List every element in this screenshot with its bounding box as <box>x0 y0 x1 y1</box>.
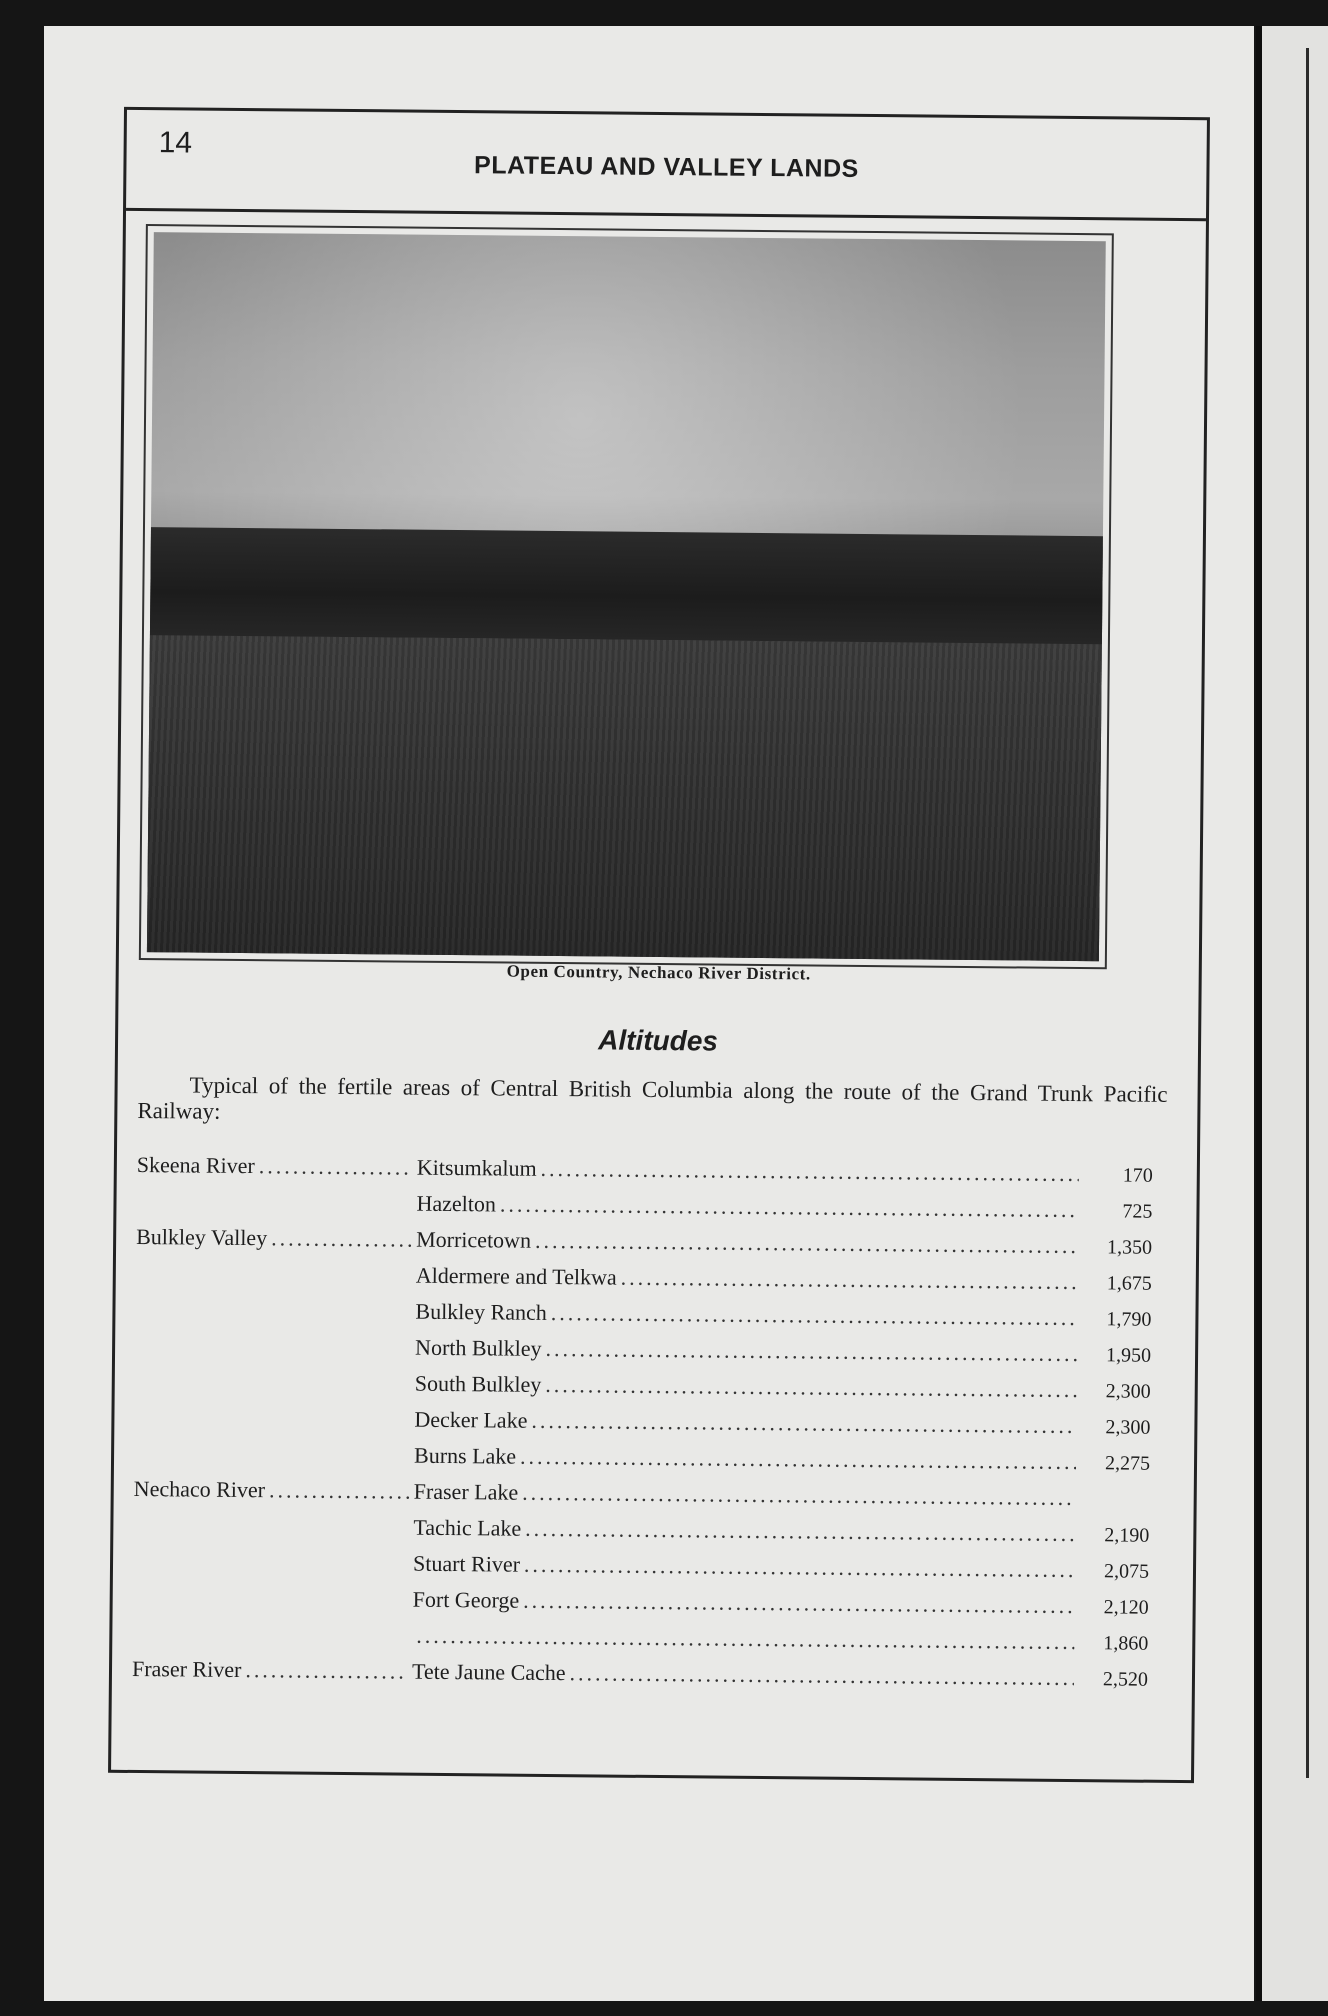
leader-dots <box>416 1623 1074 1655</box>
leader-dots <box>541 1156 1079 1187</box>
altitude-value: 1,790 <box>1106 1308 1152 1331</box>
place-name: Decker Lake <box>414 1406 528 1433</box>
region-cell <box>134 1424 414 1427</box>
region-cell <box>135 1316 415 1319</box>
altitude-value: 1,950 <box>1105 1344 1152 1367</box>
altitude-value: 2,300 <box>1105 1416 1151 1439</box>
landscape-photo <box>147 232 1106 961</box>
place-cell <box>413 1587 1079 1619</box>
place-name: Fort George <box>412 1586 520 1613</box>
page-number: 14 <box>158 126 193 160</box>
place-cell <box>417 1155 1083 1187</box>
region-cell <box>133 1532 413 1535</box>
region-cell <box>133 1568 413 1571</box>
place-name: Stuart River <box>412 1550 521 1577</box>
leader-dots <box>522 1480 1076 1511</box>
leader-dots <box>523 1588 1075 1619</box>
photo-caption: Open Country, Nechaco River District. <box>506 961 811 984</box>
leader-dots <box>621 1265 1078 1295</box>
running-head: PLATEAU AND VALLEY LANDS <box>473 151 859 183</box>
place-name: Fraser Lake <box>413 1478 519 1505</box>
photo-treeline <box>150 527 1103 644</box>
facing-page-rule <box>1306 48 1309 1778</box>
place-name: Tachic Lake <box>413 1514 522 1541</box>
facing-page-edge <box>1262 26 1328 2001</box>
leader-dots <box>269 1477 410 1504</box>
region-label: Skeena River <box>136 1151 255 1179</box>
altitude-value: 2,520 <box>1102 1668 1149 1691</box>
intro-paragraph: Typical of the fertile areas of Central British Columbia along the route of the Grand Trunk Pacific Railway: <box>137 1072 1168 1124</box>
region-label: Fraser River <box>131 1655 242 1683</box>
section-title: Altitudes <box>598 1024 719 1057</box>
altitude-value: 725 <box>1122 1200 1153 1223</box>
leader-dots <box>525 1516 1075 1547</box>
region-label: Nechaco River <box>133 1475 266 1503</box>
place-name: Bulkley Ranch <box>415 1298 547 1325</box>
altitude-value: 170 <box>1122 1164 1153 1187</box>
region-cell <box>136 1224 416 1253</box>
altitude-value: 1,860 <box>1103 1632 1149 1655</box>
place-cell <box>412 1623 1078 1655</box>
page-border-frame <box>108 107 1210 1783</box>
altitude-value: 2,075 <box>1103 1560 1150 1583</box>
place-cell <box>414 1407 1080 1439</box>
photo-meadow <box>147 635 1102 961</box>
place-cell <box>416 1263 1082 1295</box>
place-name: Burns Lake <box>413 1442 517 1469</box>
leader-dots <box>245 1657 408 1685</box>
altitude-value: 2,300 <box>1105 1380 1151 1403</box>
place-cell <box>413 1515 1079 1547</box>
region-cell <box>134 1460 414 1463</box>
leader-dots <box>500 1191 1079 1223</box>
photo-frame <box>139 224 1114 969</box>
region-cell <box>137 1152 417 1181</box>
leader-dots <box>569 1660 1074 1691</box>
place-cell <box>416 1227 1082 1259</box>
leader-dots <box>520 1444 1076 1475</box>
altitude-value <box>1080 1505 1150 1506</box>
leader-dots <box>271 1225 412 1252</box>
place-name: Hazelton <box>416 1190 497 1217</box>
altitude-value: 1,675 <box>1106 1272 1152 1295</box>
leader-dots <box>524 1552 1075 1583</box>
leader-dots <box>259 1153 413 1180</box>
place-cell <box>415 1335 1081 1367</box>
place-name: North Bulkley <box>415 1334 542 1361</box>
altitude-value: 2,190 <box>1104 1524 1150 1547</box>
leader-dots <box>545 1372 1077 1403</box>
place-name: Morricetown <box>416 1226 532 1253</box>
region-cell <box>136 1208 416 1211</box>
place-cell <box>415 1371 1081 1403</box>
place-cell <box>413 1551 1079 1583</box>
region-cell <box>133 1604 413 1607</box>
place-name: Tete Jaune Cache <box>411 1658 566 1686</box>
place-cell <box>414 1443 1080 1475</box>
place-name: Aldermere and Telkwa <box>415 1262 617 1290</box>
header-rule <box>126 208 1206 221</box>
region-cell <box>132 1656 412 1685</box>
place-name: South Bulkley <box>414 1370 542 1397</box>
leader-dots <box>531 1408 1076 1439</box>
region-cell <box>135 1388 415 1391</box>
altitude-value: 1,350 <box>1107 1236 1153 1259</box>
altitude-value: 2,120 <box>1103 1596 1149 1619</box>
place-name: Kitsumkalum <box>416 1154 537 1181</box>
place-cell <box>416 1191 1082 1223</box>
region-cell <box>136 1280 416 1283</box>
altitudes-table <box>132 1152 1153 1702</box>
region-label: Bulkley Valley <box>136 1223 268 1251</box>
region-cell <box>132 1640 412 1643</box>
place-cell <box>412 1659 1078 1691</box>
place-cell <box>414 1479 1080 1511</box>
region-cell <box>134 1476 414 1505</box>
leader-dots <box>535 1228 1078 1259</box>
leader-dots <box>545 1336 1077 1367</box>
altitude-value: 2,275 <box>1104 1452 1151 1475</box>
leader-dots <box>551 1300 1078 1331</box>
region-cell <box>135 1352 415 1355</box>
place-cell <box>415 1299 1081 1331</box>
